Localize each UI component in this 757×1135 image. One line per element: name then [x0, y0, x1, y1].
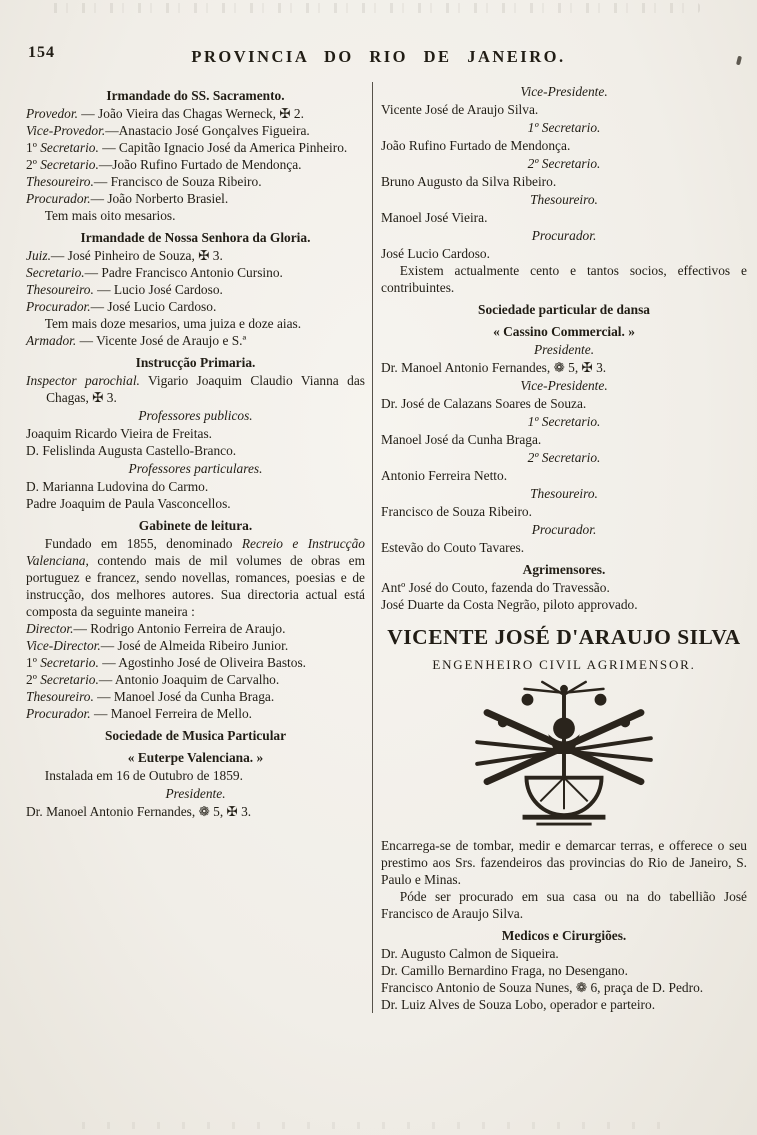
entry-line — [26, 105, 365, 122]
text-run: Póde ser procurado em sua casa ou na do tabellião José Francisco de Araujo Silva. — [381, 888, 747, 921]
text-run: — Manoel Ferreira de Mello. — [90, 706, 252, 721]
office-title — [381, 341, 747, 358]
text-run: D. Marianna Ludovina do Carmo. — [26, 479, 209, 494]
text-line — [381, 539, 747, 556]
text-run: Dr. Luiz Alves de Souza Lobo, operador e parteiro. — [381, 996, 656, 1012]
text-run: Inspector parochial. — [26, 373, 140, 388]
text-run: Procurador. — [26, 706, 91, 721]
paragraph-line — [381, 888, 747, 922]
text-run: Tem mais oito mesarios. — [44, 208, 176, 223]
office-title — [381, 377, 747, 394]
text-run: Encarrega-se de tombar, medir e demarcar terras, e offerece o seu prestimo aos Srs. fazendeiros das provincias do Rio de Janeiro, S. Paulo e Minas. — [381, 837, 747, 887]
paragraph-line — [26, 207, 365, 224]
entry-line — [26, 139, 365, 156]
text-run: Bruno Augusto da Silva Ribeiro. — [381, 174, 557, 189]
text-run: — José Lucio Cardoso. — [90, 299, 217, 314]
text-run: —Anastacio José Gonçalves Figueira. — [105, 123, 310, 138]
office-title — [381, 485, 747, 502]
text-run: Dr. Camillo Bernardino Fraga, no Desengano. — [381, 962, 628, 978]
text-run: VICENTE JOSÉ D'ARAUJO SILVA — [387, 625, 741, 649]
text-run: 1º — [26, 140, 41, 155]
advertisement-profession — [381, 656, 747, 673]
paragraph-line — [26, 767, 365, 784]
text-run: — Francisco de Souza Ribeiro. — [93, 174, 262, 189]
text-run: Vice-Director. — [26, 638, 101, 653]
text-run: Recreio e Instrucção Valenciana — [26, 536, 365, 568]
text-line — [381, 837, 747, 888]
text-run: Antonio Ferreira Netto. — [381, 468, 508, 483]
text-line — [381, 173, 747, 190]
text-run: Antº José do Couto, fazenda do Travessão. — [381, 580, 610, 595]
text-run: Tem mais doze mesarios, uma juiza e doze aias. — [44, 316, 302, 331]
text-run: Thesoureiro. — [26, 689, 94, 704]
text-run: Irmandade do SS. Sacramento. — [106, 88, 285, 103]
text-run: Agrimensores. — [522, 562, 606, 577]
text-run: 2º Secretario. — [527, 156, 601, 171]
text-run: — João Vieira das Chagas Werneck, ✠ 2. — [77, 106, 304, 121]
text-line — [26, 478, 365, 495]
section-heading — [26, 517, 365, 534]
text-line — [381, 245, 747, 262]
section-heading — [381, 561, 747, 578]
entry-line — [26, 332, 365, 349]
column-right — [372, 82, 747, 1013]
text-run: —João Rufino Furtado de Mendonça. — [98, 157, 302, 172]
office-title — [381, 413, 747, 430]
section-heading — [26, 749, 365, 766]
entry-line — [381, 962, 747, 979]
text-run: Professores publicos. — [138, 408, 253, 423]
office-title — [381, 227, 747, 244]
text-run: Procurador. — [26, 191, 91, 206]
text-run: Existem actualmente cento e tantos socios, effectivos e contribuintes. — [381, 263, 747, 295]
text-run: Presidente. — [533, 342, 595, 357]
page-title: PROVINCIA DO RIO DE JANEIRO. — [191, 47, 566, 66]
text-run: Gabinete de leitura. — [138, 518, 253, 533]
text-line — [381, 137, 747, 154]
paragraph-line — [26, 535, 365, 620]
text-line — [381, 431, 747, 448]
entry-line — [26, 654, 365, 671]
text-run: Joaquim Ricardo Vieira de Freitas. — [26, 426, 212, 441]
entry-line — [381, 996, 747, 1013]
entry-line — [26, 705, 365, 722]
text-line — [381, 359, 747, 376]
text-run: « Euterpe Valenciana. » — [127, 750, 264, 765]
text-run: ENGENHEIRO CIVIL AGRIMENSOR. — [432, 656, 696, 672]
text-run: Secretario. — [26, 265, 85, 280]
text-run: Estevão do Couto Tavares. — [381, 540, 525, 555]
office-title — [26, 785, 365, 802]
entry-line — [26, 173, 365, 190]
text-run: Secretario. — [40, 140, 99, 155]
entry-line — [26, 372, 365, 406]
office-title — [381, 155, 747, 172]
text-run: Secretario. — [40, 672, 99, 687]
text-run: Padre Joaquim de Paula Vasconcellos. — [26, 496, 231, 511]
text-run: — Manoel José da Cunha Braga. — [93, 689, 275, 704]
text-run: Thesoureiro. — [530, 192, 598, 207]
text-run: Provedor. — [26, 106, 78, 121]
text-run: João Rufino Furtado de Mendonça. — [381, 138, 571, 153]
text-run: Instrucção Primaria. — [135, 355, 256, 370]
text-run: « Cassino Commercial. » — [493, 324, 635, 339]
entry-line — [26, 281, 365, 298]
text-line — [26, 442, 365, 459]
paragraph-line — [26, 315, 365, 332]
text-run: 2º — [26, 672, 41, 687]
text-run: Dr. Manoel Antonio Fernandes, ❁ 5, ✠ 3. — [26, 804, 252, 819]
entry-line — [26, 637, 365, 654]
entry-line — [26, 688, 365, 705]
text-line — [26, 425, 365, 442]
entry-line — [26, 122, 365, 139]
section-heading — [26, 87, 365, 104]
office-title — [381, 449, 747, 466]
text-run: 2º Secretario. — [527, 450, 601, 465]
text-run: Procurador. — [26, 299, 91, 314]
entry-line — [381, 579, 747, 596]
section-heading — [381, 323, 747, 340]
text-run: Juiz. — [26, 248, 51, 263]
text-run: Dr. Augusto Calmon de Siqueira. — [381, 945, 559, 961]
text-run: Procurador. — [531, 522, 597, 537]
two-column-text — [0, 79, 757, 1013]
text-run: Thesoureiro. — [26, 282, 94, 297]
entry-line — [26, 156, 365, 173]
text-run: José Lucio Cardoso. — [381, 246, 490, 261]
entry-line — [26, 264, 365, 281]
text-line — [381, 209, 747, 226]
text-run: — Rodrigo Antonio Ferreira de Araujo. — [73, 621, 286, 636]
entry-line — [26, 190, 365, 207]
office-title — [26, 407, 365, 424]
text-run: — José Pinheiro de Souza, ✠ 3. — [50, 248, 223, 263]
text-run: Procurador. — [531, 228, 597, 243]
scan-artifact-bottom — [60, 1122, 660, 1129]
entry-line — [381, 596, 747, 613]
text-run: Instalada em 16 de Outubro de 1859. — [44, 768, 243, 783]
text-line — [381, 101, 747, 118]
text-line — [381, 395, 747, 412]
text-run: Francisco Antonio de Souza Nunes, ❁ 6, praça de D. Pedro. — [381, 979, 704, 995]
entry-line — [26, 803, 365, 820]
section-heading — [381, 927, 747, 944]
text-run: Sociedade de Musica Particular — [104, 728, 287, 743]
text-run: Director. — [26, 621, 74, 636]
text-run: Secretario. — [40, 655, 99, 670]
text-run: Presidente. — [165, 786, 226, 801]
text-run: 1º Secretario. — [527, 414, 601, 429]
text-run: Manoel José da Cunha Braga. — [381, 432, 542, 447]
text-run: — José de Almeida Ribeiro Junior. — [100, 638, 289, 653]
text-run: 1º Secretario. — [527, 120, 601, 135]
text-run: Francisco de Souza Ribeiro. — [381, 504, 532, 519]
text-run: Dr. José de Calazans Soares de Souza. — [381, 396, 587, 411]
office-title — [381, 521, 747, 538]
text-run: 1º — [26, 655, 41, 670]
text-run: D. Felislinda Augusta Castello-Branco. — [26, 443, 237, 458]
text-run: Secretario. — [40, 157, 99, 172]
section-heading — [26, 229, 365, 246]
text-run: Dr. Manoel Antonio Fernandes, ❁ 5, ✠ 3. — [381, 360, 607, 375]
advertisement-name — [381, 625, 747, 650]
office-title — [26, 460, 365, 477]
page-number: 154 — [28, 44, 55, 61]
column-left — [26, 82, 372, 1013]
paragraph-line — [381, 262, 747, 296]
entry-line — [26, 298, 365, 315]
section-heading — [26, 354, 365, 371]
text-run: Vigario Joaquim Claudio Vianna das Chagas, ✠ 3. — [46, 373, 365, 405]
text-run: Vice-Presidente. — [520, 84, 608, 99]
text-run: 2º — [26, 157, 41, 172]
text-run: , contendo mais de mil volumes de obras em portuguez e francez, sendo novellas, romances, poesias e de instrucção, dos melhores autores. Sua directoria actual está composta da seguinte maneira : — [26, 553, 365, 619]
text-run: Professores particulares. — [128, 461, 263, 476]
text-run: — João Norberto Brasiel. — [90, 191, 229, 206]
section-heading — [381, 301, 747, 318]
entry-line — [381, 979, 747, 996]
text-run: — Antonio Joaquim de Carvalho. — [98, 672, 280, 687]
text-run: Fundado em 1855, denominado — [44, 536, 242, 551]
text-run: — Vicente José de Araujo e S.ª — [76, 333, 247, 348]
text-run: Vicente José de Araujo Silva. — [381, 102, 539, 117]
section-heading — [26, 727, 365, 744]
surveying-instruments-illustration — [381, 679, 747, 833]
text-run: Thesoureiro. — [530, 486, 598, 501]
office-title — [381, 191, 747, 208]
text-run: — Agostinho José de Oliveira Bastos. — [98, 655, 307, 670]
text-line — [26, 495, 365, 512]
text-run: Vice-Provedor. — [26, 123, 106, 138]
text-run: Armador. — [26, 333, 77, 348]
text-line — [381, 467, 747, 484]
text-run: Manoel José Vieira. — [381, 210, 488, 225]
text-run: — Padre Francisco Antonio Cursino. — [84, 265, 283, 280]
page-header — [0, 0, 757, 79]
text-run: Thesoureiro. — [26, 174, 94, 189]
text-run: — Lucio José Cardoso. — [93, 282, 223, 297]
text-run: José Duarte da Costa Negrão, piloto approvado. — [381, 597, 638, 612]
text-run: Sociedade particular de dansa — [478, 302, 650, 317]
entry-line — [381, 945, 747, 962]
text-run: — Capitão Ignacio José da America Pinheiro. — [98, 140, 348, 155]
text-line — [381, 503, 747, 520]
entry-line — [26, 247, 365, 264]
office-title — [381, 83, 747, 100]
office-title — [381, 119, 747, 136]
text-run: Medicos e Cirurgiões. — [501, 927, 627, 943]
entry-line — [26, 671, 365, 688]
text-run: Irmandade de Nossa Senhora da Gloria. — [80, 230, 311, 245]
text-run: Vice-Presidente. — [520, 378, 608, 393]
entry-line — [26, 620, 365, 637]
